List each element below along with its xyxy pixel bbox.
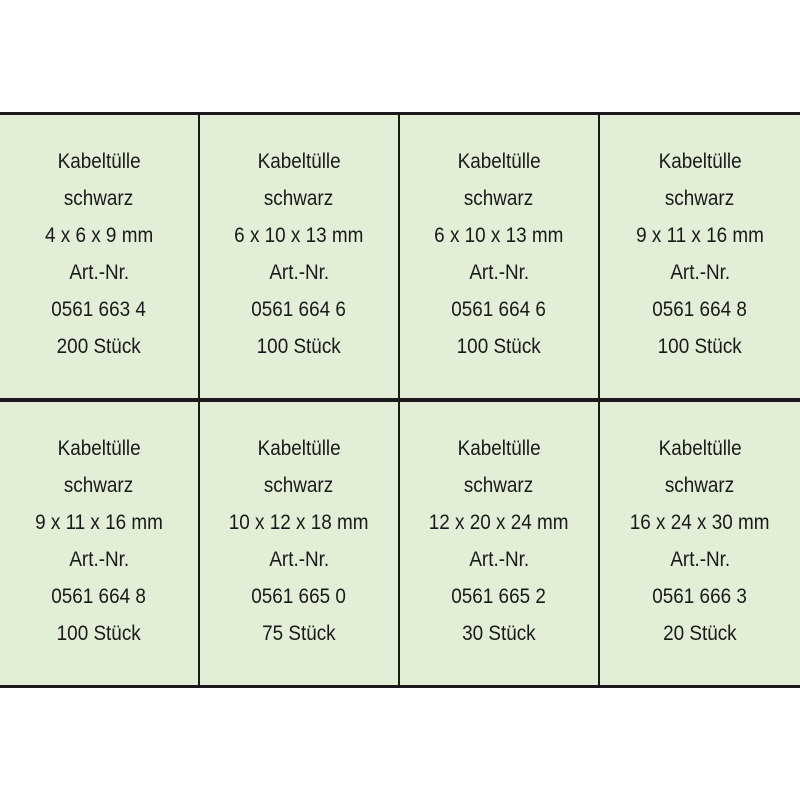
label-cell [200,115,398,398]
article-number: 0561 665 2 [451,584,547,608]
article-number-label: Art.-Nr. [469,260,529,284]
product-color: schwarz [665,473,735,497]
product-name: Kabeltülle [57,436,141,460]
quantity: 100 Stück [256,334,342,358]
product-color: schwarz [264,186,334,210]
article-number: 0561 665 0 [251,584,347,608]
product-name: Kabeltülle [257,149,341,173]
quantity: 100 Stück [456,334,542,358]
label-cell [600,402,800,685]
label-cell [400,402,598,685]
quantity: 20 Stück [663,621,737,645]
quantity: 100 Stück [657,334,743,358]
quantity: 75 Stück [262,621,336,645]
article-number-label: Art.-Nr. [269,260,329,284]
label-cell [600,115,800,398]
quantity: 200 Stück [56,334,142,358]
article-number-label: Art.-Nr. [670,260,730,284]
article-number: 0561 664 6 [251,297,347,321]
label-cell [0,402,198,685]
label-cell [200,402,398,685]
product-color: schwarz [64,186,134,210]
article-number-label: Art.-Nr. [670,547,730,571]
product-name: Kabeltülle [457,436,541,460]
article-number: 0561 664 6 [451,297,547,321]
product-size: 10 x 12 x 18 mm [229,510,369,534]
product-size: 9 x 11 x 16 mm [636,223,764,247]
product-color: schwarz [464,473,534,497]
product-color: schwarz [264,473,334,497]
article-number: 0561 664 8 [51,584,147,608]
product-size: 16 x 24 x 30 mm [630,510,770,534]
label-cell [0,115,198,398]
product-size: 4 x 6 x 9 mm [44,223,154,247]
product-name: Kabeltülle [257,436,341,460]
product-name: Kabeltülle [57,149,141,173]
product-color: schwarz [464,186,534,210]
article-number: 0561 666 3 [652,584,748,608]
article-number-label: Art.-Nr. [69,547,129,571]
product-color: schwarz [665,186,735,210]
article-number-label: Art.-Nr. [469,547,529,571]
article-number-label: Art.-Nr. [69,260,129,284]
label-cell [400,115,598,398]
product-size: 9 x 11 x 16 mm [35,510,163,534]
article-number: 0561 663 4 [51,297,147,321]
label-grid [0,112,800,688]
article-number-label: Art.-Nr. [269,547,329,571]
product-name: Kabeltülle [457,149,541,173]
product-name: Kabeltülle [658,149,742,173]
quantity: 100 Stück [56,621,142,645]
article-number: 0561 664 8 [652,297,748,321]
quantity: 30 Stück [462,621,536,645]
product-size: 12 x 20 x 24 mm [429,510,569,534]
product-color: schwarz [64,473,134,497]
product-size: 6 x 10 x 13 mm [434,223,564,247]
product-size: 6 x 10 x 13 mm [234,223,364,247]
product-name: Kabeltülle [658,436,742,460]
